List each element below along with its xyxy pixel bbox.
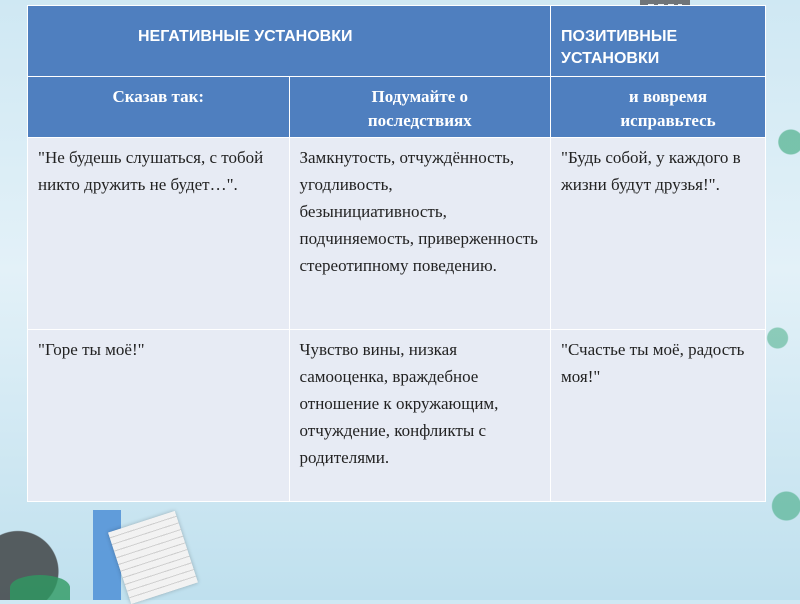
consequences-label: Подумайте о последствиях xyxy=(367,87,472,130)
positive-cell xyxy=(551,138,766,330)
negative-header: НЕГАТИВНЫЕ УСТАНОВКИ xyxy=(138,28,353,45)
table-row xyxy=(28,138,766,330)
positive-text: "Будь собой, у каждого в жизни будут друзья!". xyxy=(561,148,741,194)
said-cell xyxy=(28,77,290,138)
attitudes-table xyxy=(27,5,766,502)
consequences-cell xyxy=(289,77,551,138)
positive-text: "Счастье ты моё, радость моя!" xyxy=(561,340,745,386)
phrase-text: "Не будешь слушаться, с тобой никто дружить не будет…". xyxy=(38,148,264,194)
ribbon-decoration xyxy=(760,30,800,590)
negative-header-cell xyxy=(28,6,551,77)
positive-cell xyxy=(551,330,766,502)
correct-cell xyxy=(551,77,766,138)
consequence-text: Замкнутость, отчуждённость, угодливость, безынициативность, подчиняемость, приверженность стереотипному поведению. xyxy=(299,148,538,275)
said-label: Сказав так: xyxy=(112,87,205,106)
consequence-text: Чувство вины, низкая самооценка, враждебное отношение к окружающим, отчуждение, конфликты с родителями. xyxy=(299,340,499,467)
phrase-cell xyxy=(28,138,290,330)
phrase-cell xyxy=(28,330,290,502)
header-row xyxy=(28,6,766,77)
consequence-cell xyxy=(289,330,551,502)
paper-decoration xyxy=(108,511,198,604)
correct-label: и вовремя исправьтесь xyxy=(620,87,716,130)
leaf-decoration xyxy=(10,575,70,600)
table-row xyxy=(28,330,766,502)
positive-header-cell xyxy=(551,6,766,77)
consequence-cell xyxy=(289,138,551,330)
phrase-text: "Горе ты моё!" xyxy=(38,340,145,359)
positive-header: ПОЗИТИВНЫЕ УСТАНОВКИ xyxy=(561,28,678,67)
subheader-row xyxy=(28,77,766,138)
